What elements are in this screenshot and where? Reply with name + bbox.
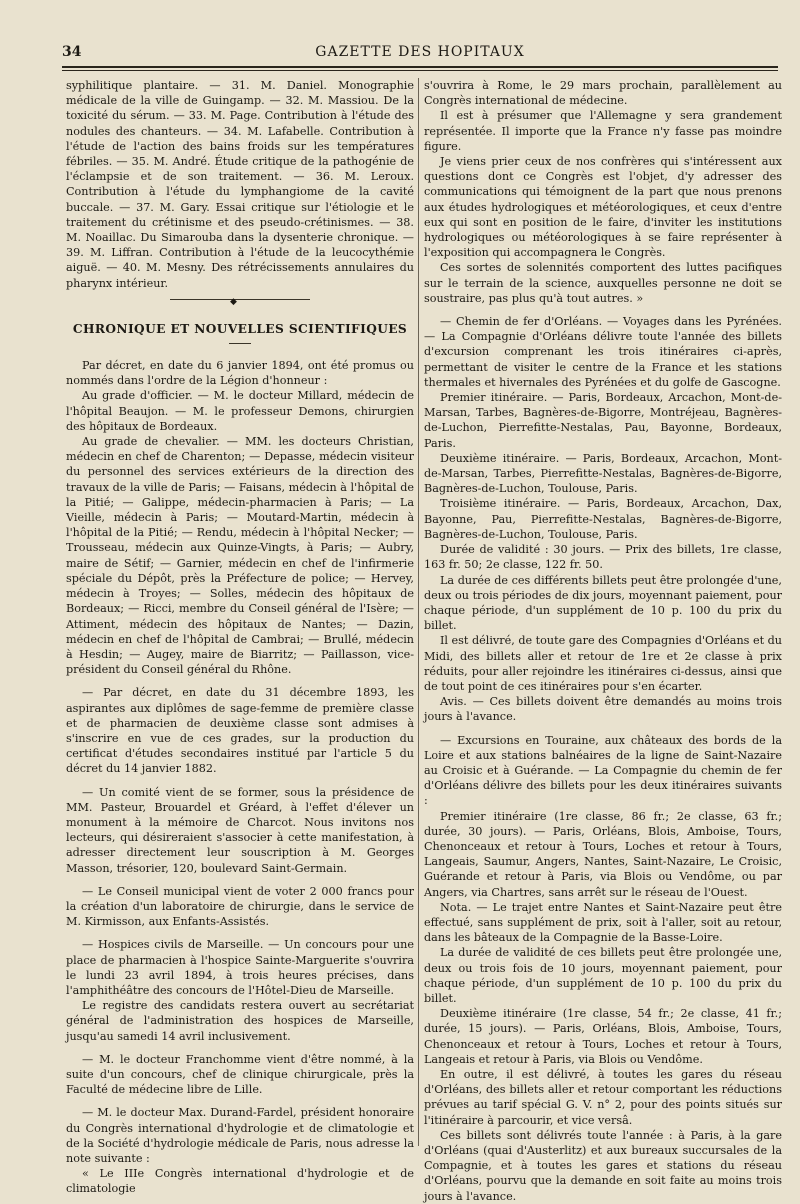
paragraph: Ces billets sont délivrés toute l'année : à Paris, à la gare d'Orléans (quai d'Austerlitz) et aux bureaux succursales de la Compagnie, et à toutes les gares et stations du réseau d'Orléans, pourvu que la demande en soit faite au moins trois jours à l'avance. bbox=[424, 1128, 782, 1203]
paragraph: — Excursions en Touraine, aux châteaux des bords de la Loire et aux stations balnéaires de la ligne de Saint-Nazaire au Croisic et à Guérande. — La Compagnie du chemin de fer d'Orléans délivre des billets pour les deux itinéraires suivants : bbox=[424, 733, 782, 808]
journal-title: GAZETTE DES HOPITAUX bbox=[315, 44, 525, 60]
paragraph: — Chemin de fer d'Orléans. — Voyages dans les Pyrénées. — La Compagnie d'Orléans délivre toute l'année des billets d'excursion comprenant les trois itinéraires ci-après, permettant de visiter le centre de la France et les stations thermales et hivernales des Pyrénées et du golfe de Gascogne. bbox=[424, 315, 782, 389]
paragraph: La durée de ces différents billets peut être prolongée d'une, deux ou trois périodes de dix jours, moyennant paiement, pour chaque période, d'un supplément de 10 p. 100 du prix du billet. bbox=[424, 573, 782, 633]
paragraph: Deuxième itinéraire. — Paris, Bordeaux, Arcachon, Mont-de-Marsan, Tarbes, Pierrefitte-Nestalas, Bagnères-de-Bigorre, Bagnères-de-Luchon, Toulouse, Paris. bbox=[424, 451, 782, 496]
paragraph: La durée de validité de ces billets peut être prolongée une, deux ou trois fois de 10 jours, moyennant paiement, pour chaque période, d'un supplément de 10 p. 100 du prix du billet. bbox=[424, 946, 782, 1005]
paragraph: Il est délivré, de toute gare des Compagnies d'Orléans et du Midi, des billets aller et retour de 1re et 2e classe à prix réduits, pour aller rejoindre les itinéraires ci-dessus, ainsi que de tout point de ces itinéraires pour s'en écarter. bbox=[424, 634, 782, 693]
section-ornament: ◆ bbox=[170, 299, 310, 312]
paragraph: s'ouvrira à Rome, le 29 mars prochain, parallèlement au Congrès international de médecine. bbox=[424, 79, 782, 108]
paragraph: Au grade d'officier. — M. le docteur Millard, médecin de l'hôpital Beaujon. — M. le professeur Demons, chirurgien des hôpitaux de Bordeaux. bbox=[66, 389, 414, 433]
page-number: 34 bbox=[62, 44, 82, 60]
paragraph: Premier itinéraire. — Paris, Bordeaux, Arcachon, Mont-de-Marsan, Tarbes, Bagnères-de-Bigorre, Montréjeau, Bagnères-de-Luchon, Pierrefitte-Nestalas, Pau, Bayonne, Bordeaux, Paris. bbox=[424, 391, 782, 450]
paragraph: Je viens prier ceux de nos confrères qui s'intéressent aux questions dont ce Congrès est l'objet, d'y adresser des communications qui témoignent de la part que nous prenons aux études hydrologiques et météorologiques, et ceux d'entre eux qui sont en position de le faire, d'inviter les institutions hydrologiques ou météorologiques à se faire représenter à l'exposition qui accompagnera le Congrès. bbox=[424, 155, 782, 260]
paragraph: — M. le docteur Max. Durand-Fardel, président honoraire du Congrès international d'hydrologie et de climatologie et de la Société d'hydrologie médicale de Paris, nous adresse la note suivante : bbox=[66, 1106, 414, 1165]
column-divider bbox=[418, 78, 419, 1146]
left-column bbox=[66, 78, 414, 1197]
paragraph: — Le Conseil municipal vient de voter 2 000 francs pour la création d'un laboratoire de chirurgie, dans le service de M. Kirmisson, aux Enfants-Assistés. bbox=[66, 884, 414, 929]
paragraph: Durée de validité : 30 jours. — Prix des billets, 1re classe, 163 fr. 50; 2e classe, 122 fr. 50. bbox=[424, 543, 782, 572]
header-rule bbox=[62, 66, 778, 71]
paragraph: Nota. — Le trajet entre Nantes et Saint-Nazaire peut être effectué, sans supplément de prix, soit à l'aller, soit au retour, dans les bâteaux de la Compagnie de la Basse-Loire. bbox=[424, 900, 782, 945]
page-header bbox=[62, 44, 778, 64]
paragraph: Ces sortes de solennités comportent des luttes pacifiques sur le terrain de la science, auxquelles personne ne doit se soustraire, pas plus qu'à tout autres. » bbox=[424, 261, 782, 305]
title-rule bbox=[229, 343, 251, 344]
paragraph: Au grade de chevalier. — MM. les docteurs Christian, médecin en chef de Charenton; — Depasse, médecin visiteur du personnel des services extérieurs de la direction des travaux de la ville de Paris; — Faisans, médecin à l'hôpital de la Pitié; — Galippe, médecin-pharmacien à Paris; — La Vieille, médecin à Paris; — Moutard-Martin, médecin à l'hôpital de la Pitié; — Rendu, médecin à l'hôpital Necker; — Trousseau, médecin aux Quinze-Vingts, à Paris; — Aubry, maire de Sétif; — Garnier, médecin en chef de l'infirmerie spéciale du Dépôt, près la Préfecture de police; — Hervey, médecin à Troyes; — Solles, médecin des hôpitaux de Bordeaux; — Ricci, membre du Conseil général de l'Isère; — Attiment, médecin des hôpitaux de Nantes; — Dazin, médecin en chef de l'hôpital de Cambrai; — Brullé, médecin à Hesdin; — Augey, maire de Biarritz; — Paillasson, vice-président du Conseil général du Rhône. bbox=[66, 435, 414, 677]
paragraph: Le registre des candidats restera ouvert au secrétariat général de l'administration des hospices de Marseille, jusqu'au samedi 14 avril inclusivement. bbox=[66, 999, 414, 1043]
paragraph: — Hospices civils de Marseille. — Un concours pour une place de pharmacien à l'hospice Sainte-Marguerite s'ouvrira le lundi 23 avril 1894, à trois heures précises, dans l'amphithéâtre des concours de l'Hôtel-Dieu de Marseille. bbox=[66, 938, 414, 997]
thesis-list: syphilitique plantaire. — 31. M. Daniel. Monographie médicale de la ville de Guingamp. — 32. M. Massiou. De la toxicité du sérum. — 33. M. Page. Contribution à l'étude des nodules des chanteurs. — 34. M. Lafabelle. Contribution à l'étude de l'action des bains froids sur les températures fébriles. — 35. M. André. Étude critique de la pathogénie de l'éclampsie et de son traitement. — 36. M. Leroux. Contribution à l'étude du lymphangiome de la cavité buccale. — 37. M. Gary. Essai critique sur l'étiologie et le traitement du crétinisme et des pseudo-crétinismes. — 38. M. Noaillac. Du Simarouba dans la dysenterie chronique. — 39. M. Liffran. Contribution à l'étude de la leucocythémie aiguë. — 40. M. Mesny. Des rétrécissements annulaires du pharynx intérieur. bbox=[66, 79, 414, 290]
paragraph: — M. le docteur Franchomme vient d'être nommé, à la suite d'un concours, chef de clinique chirurgicale, près la Faculté de médecine libre de Lille. bbox=[66, 1052, 414, 1097]
section-title: CHRONIQUE ET NOUVELLES SCIENTIFIQUES bbox=[72, 321, 408, 336]
right-column bbox=[424, 78, 782, 1204]
paragraph: Il est à présumer que l'Allemagne y sera grandement représentée. Il importe que la France n'y fasse pas moindre figure. bbox=[424, 109, 782, 153]
paragraph: — Par décret, en date du 31 décembre 1893, les aspirantes aux diplômes de sage-femme de première classe et de pharmacien de deuxième classe sont admises à s'inscrire en vue de ces grades, sur la production du certificat d'études secondaires institué par l'article 5 du décret du 14 janvier 1882. bbox=[66, 686, 414, 776]
paragraph: Deuxième itinéraire (1re classe, 54 fr.; 2e classe, 41 fr.; durée, 15 jours). — Paris, Orléans, Blois, Amboise, Tours, Chenonceaux et retour à Tours, Loches et retour à Tours, Langeais et retour à Paris, via Blois ou Vendôme. bbox=[424, 1007, 782, 1066]
paragraph: — Un comité vient de se former, sous la présidence de MM. Pasteur, Brouardel et Gréard, à l'effet d'élever un monument à la mémoire de Charcot. Nous invitons nos lecteurs, qui désireraient s'associer à cette manifestation, à adresser directement leur souscription à M. Georges Masson, trésorier, 120, boulevard Saint-Germain. bbox=[66, 785, 414, 875]
paragraph: Avis. — Ces billets doivent être demandés au moins trois jours à l'avance. bbox=[424, 695, 782, 724]
paragraph: Troisième itinéraire. — Paris, Bordeaux, Arcachon, Dax, Bayonne, Pau, Pierrefitte-Nestalas, Bagnères-de-Bigorre, Bagnères-de-Luchon, Toulouse, Paris. bbox=[424, 497, 782, 541]
paragraph: En outre, il est délivré, à toutes les gares du réseau d'Orléans, des billets aller et retour comportant les réductions prévues au tarif spécial G. V. n° 2, pour des points situés sur l'itinéraire à parcourir, et vice versâ. bbox=[424, 1068, 782, 1127]
paragraph: « Le IIIe Congrès international d'hydrologie et de climatologie bbox=[66, 1167, 414, 1196]
paragraph: Premier itinéraire (1re classe, 86 fr.; 2e classe, 63 fr.; durée, 30 jours). — Paris, Orléans, Blois, Amboise, Tours, Chenonceaux et retour à Tours, Loches et retour à Tours, Langeais, Saumur, Angers, Nantes, Saint-Nazaire, Le Croisic, Guérande et retour à Paris, via Blois ou Vendôme, ou par Angers, via Chartres, sans arrêt sur le réseau de l'Ouest. bbox=[424, 809, 782, 899]
paragraph: Par décret, en date du 6 janvier 1894, ont été promus ou nommés dans l'ordre de la Légion d'honneur : bbox=[66, 359, 414, 388]
